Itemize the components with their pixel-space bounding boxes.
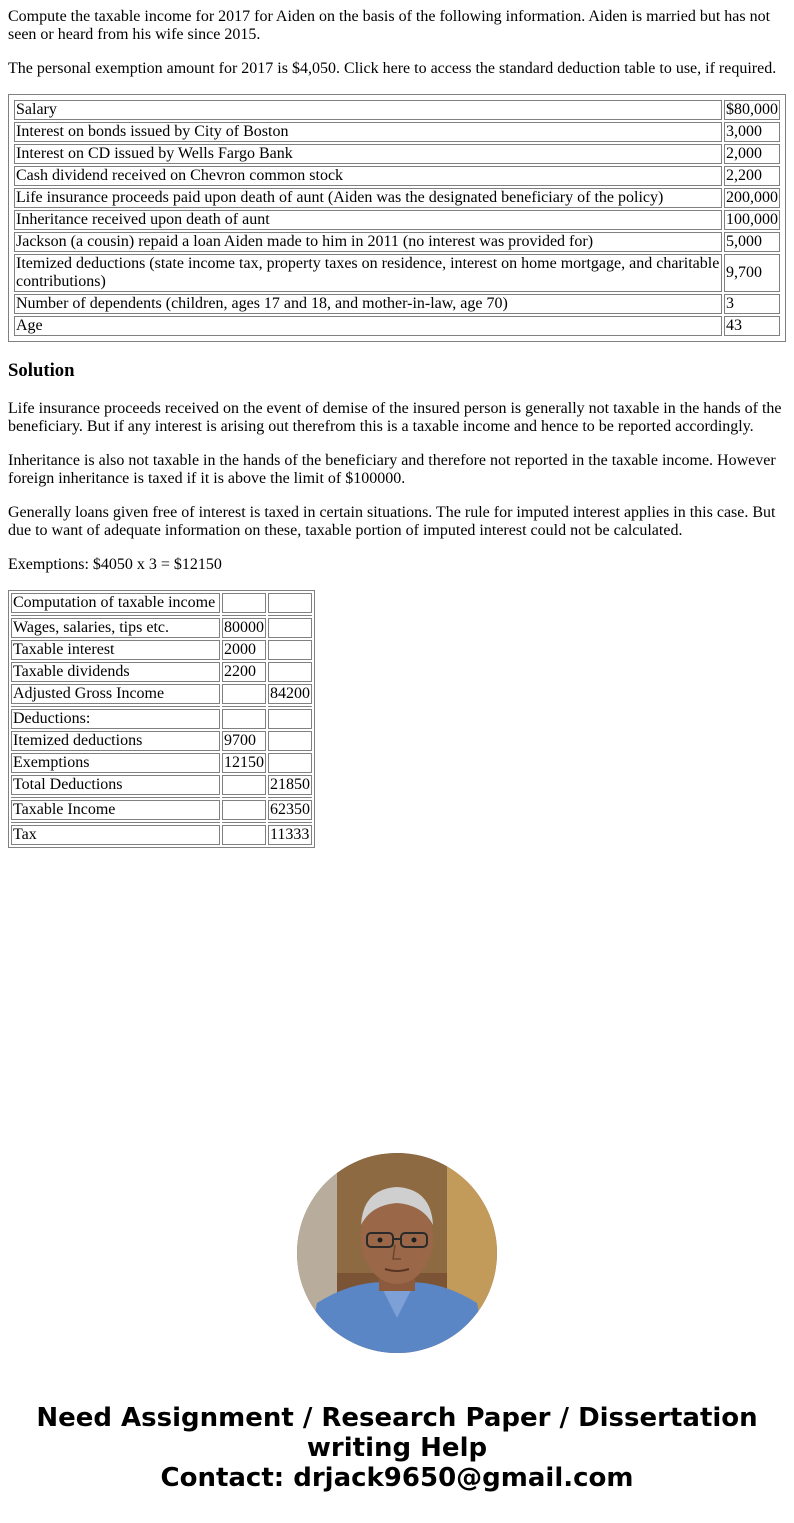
computation-row [11,662,312,682]
computation-label: Taxable Income [11,800,220,820]
computation-label: Itemized deductions [11,731,220,751]
computation-label: Taxable dividends [11,662,220,682]
table-row [14,100,780,120]
table-row [14,210,780,230]
question-paragraph-1: Compute the taxable income for 2017 for Aiden on the basis of the following information. Aiden is married but has not seen or heard from his wife since 2015. [8,8,771,43]
computation-amount [268,662,312,682]
computation-row [11,775,312,795]
item-label: Cash dividend received on Chevron common stock [14,166,722,186]
computation-label: Deductions: [11,709,220,729]
solution-paragraph-3: Generally loans given free of interest is taxed in certain situations. The rule for imputed interest applies in this case. But due to want of adequate information on these, taxable portion of imputed interest could not be calculated. [8,504,776,539]
separator-cell [268,822,312,823]
document-content [8,8,786,848]
computation-row [11,618,312,638]
separator-cell [11,615,220,616]
item-label: Itemized deductions (state income tax, property taxes on residence, interest on home mortgage, and charitable contributions) [14,254,722,292]
item-amount: $80,000 [726,101,778,118]
item-label: Life insurance proceeds paid upon death of aunt (Aiden was the designated beneficiary of the policy) [14,188,722,208]
banner-line-1: Need Assignment / Research Paper / Dissertation [36,1403,758,1433]
separator-cell [222,615,266,616]
table-row [14,232,780,252]
item-label: Interest on bonds issued by City of Boston [14,122,722,142]
computation-row [11,753,312,773]
item-label: Number of dependents (children, ages 17 and 18, and mother-in-law, age 70) [14,294,722,314]
table-row [14,254,780,292]
computation-amount: 21850 [270,776,310,793]
computation-amount: 84200 [270,685,310,702]
separator-cell [222,706,266,707]
computation-amount [268,731,312,751]
solution-heading: Solution [8,360,75,381]
computation-table [8,590,315,848]
table-row [14,144,780,164]
item-amount: 3 [724,294,780,314]
computation-row [11,640,312,660]
table-row [14,122,780,142]
computation-amount [222,775,266,795]
given-information-table [8,94,786,342]
author-photo [297,1153,497,1353]
item-label: Age [14,316,722,336]
computation-amount [222,593,266,613]
computation-label: Tax [11,825,220,845]
computation-amount: 80000 [224,619,264,636]
separator-cell [268,615,312,616]
item-amount: 5,000 [724,232,780,252]
item-amount: 2,200 [724,166,780,186]
separator-cell [222,822,266,823]
separator-cell [11,706,220,707]
table-row [14,188,780,208]
separator-cell [222,797,266,798]
author-avatar [297,1153,497,1353]
table-row [14,294,780,314]
computation-label: Wages, salaries, tips etc. [11,618,220,638]
computation-row [11,825,312,845]
separator-cell [11,822,220,823]
item-label: Salary [14,100,722,120]
separator-cell [268,797,312,798]
computation-amount: 2000 [222,640,266,660]
computation-amount [222,825,266,845]
item-label: Inheritance received upon death of aunt [14,210,722,230]
computation-row [11,800,312,820]
item-amount: 2,000 [724,144,780,164]
computation-amount: 2200 [222,662,266,682]
solution-paragraph-2: Inheritance is also not taxable in the hands of the beneficiary and therefore not reported in the taxable income. However foreign inheritance is taxed if it is above the limit of $100000. [8,452,776,487]
computation-row [11,593,312,613]
computation-amount [222,684,266,704]
computation-label: Total Deductions [11,775,220,795]
computation-amount [268,593,312,613]
computation-row [11,731,312,751]
row-separator [11,822,312,823]
solution-paragraph-1: Life insurance proceeds received on the event of demise of the insured person is generally not taxable in the hands of the beneficiary. But if any interest is arising out therefrom this is a taxable income and hence to be reported accordingly. [8,400,782,435]
exemptions-line: Exemptions: $4050 x 3 = $12150 [8,556,222,573]
computation-amount: 9700 [222,731,266,751]
item-label: Interest on CD issued by Wells Fargo Bank [14,144,722,164]
computation-amount [268,640,312,660]
computation-amount: 11333 [268,825,312,845]
item-amount: 3,000 [724,122,780,142]
separator-cell [11,797,220,798]
question-paragraph-2: The personal exemption amount for 2017 is $4,050. Click here to access the standard deduction table to use, if required. [8,60,777,77]
computation-amount [268,618,312,638]
computation-label: Taxable interest [11,640,220,660]
row-separator [11,615,312,616]
item-amount: 43 [724,316,780,336]
computation-amount: 12150 [224,754,264,771]
computation-row [11,709,312,729]
row-separator [11,797,312,798]
computation-label: Exemptions [11,753,220,773]
contact-banner [0,1403,794,1493]
item-amount: 9,700 [724,254,780,292]
table-row [14,166,780,186]
computation-amount [268,753,312,773]
separator-cell [268,706,312,707]
banner-contact-email: Contact: drjack9650@gmail.com [160,1463,634,1493]
computation-amount [268,709,312,729]
item-amount: 100,000 [726,211,778,228]
item-label: Jackson (a cousin) repaid a loan Aiden made to him in 2011 (no interest was provided for) [14,232,722,252]
computation-label: Adjusted Gross Income [11,684,220,704]
computation-label: Computation of taxable income [11,593,220,613]
computation-amount [222,800,266,820]
table-row [14,316,780,336]
item-amount: 200,000 [726,189,778,206]
banner-line-2: writing Help [306,1433,488,1463]
computation-row [11,684,312,704]
computation-amount: 62350 [270,801,310,818]
row-separator [11,706,312,707]
computation-amount [222,709,266,729]
